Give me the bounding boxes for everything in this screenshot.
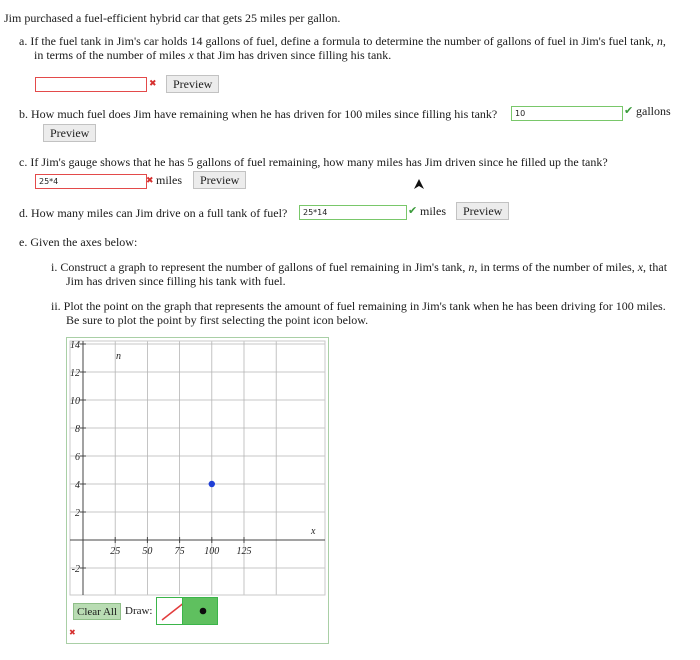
point-tool-button[interactable] (182, 597, 218, 625)
plotted-point (209, 481, 215, 487)
part-a-text-line2: in terms of the number of miles x that Jim has driven since filling his tank. (34, 48, 392, 62)
part-b-question: b. How much fuel does Jim have remaining when he has driven for 100 miles since filling his tank? (19, 107, 498, 121)
part-a-text-line1: a. If the fuel tank in Jim's car holds 14 gallons of fuel, define a formula to determine the number of gallons of fuel in Jim's fuel tank, n, (19, 34, 666, 48)
part-c-incorrect-icon: ✖ (146, 176, 154, 186)
y-tick-label: 4 (75, 480, 80, 491)
part-e-i-line2: Jim has driven since filling his tank with fuel. (66, 274, 286, 288)
part-e-i-line1: i. Construct a graph to represent the number of gallons of fuel remaining in Jim's tank, n, in terms of the number of miles, x, that (51, 260, 668, 274)
x-axis-label: x (311, 526, 316, 537)
draw-label: Draw: (125, 605, 153, 617)
var-x: x (188, 48, 194, 62)
var-n: n (656, 34, 663, 48)
y-tick-label: -2 (71, 564, 80, 575)
y-tick-label: 10 (70, 396, 80, 407)
part-b-correct-icon: ✔ (624, 104, 634, 117)
part-e-intro: e. Given the axes below: (19, 235, 138, 249)
part-b-answer-input[interactable]: 10 (511, 106, 623, 121)
point-tool-icon (183, 598, 217, 624)
graph-canvas[interactable] (66, 337, 329, 601)
y-axis-label: n (116, 351, 121, 362)
part-a-preview-button[interactable]: Preview (166, 75, 219, 93)
part-a-answer-input[interactable] (35, 77, 147, 92)
part-d-preview-button[interactable]: Preview (456, 202, 509, 220)
part-d-unit: miles (420, 204, 446, 218)
problem-intro: Jim purchased a fuel-efficient hybrid car that gets 25 miles per gallon. (4, 11, 341, 25)
part-e-ii-line1: ii. Plot the point on the graph that represents the amount of fuel remaining in Jim's tank when he has been driving for 100 miles. (51, 299, 666, 313)
part-a-incorrect-icon: ✖ (149, 79, 157, 89)
x-tick-label: 25 (110, 546, 121, 557)
mouse-cursor-icon (413, 178, 425, 192)
part-c-unit: miles (156, 173, 182, 187)
grid-border (70, 341, 325, 595)
x-tick-label: 75 (174, 546, 185, 557)
part-d-answer-input[interactable]: 25*14 (299, 205, 407, 220)
y-tick-label: 14 (70, 340, 80, 351)
part-b-unit: gallons (636, 104, 671, 118)
part-d-correct-icon: ✔ (408, 204, 418, 217)
part-d-question: d. How many miles can Jim drive on a full tank of fuel? (19, 206, 288, 220)
y-tick-label: 6 (75, 452, 80, 463)
part-c-answer-input[interactable]: 25*4 (35, 174, 147, 189)
part-e-ii-line2: Be sure to plot the point by first selecting the point icon below. (66, 313, 369, 327)
y-tick-label: 2 (75, 508, 80, 519)
part-c-preview-button[interactable]: Preview (193, 171, 246, 189)
x-tick-label: 50 (142, 546, 153, 557)
part-c-question: c. If Jim's gauge shows that he has 5 gallons of fuel remaining, how many miles has Jim driven since he filled up the tank? (19, 155, 608, 169)
x-tick-label: 100 (204, 546, 220, 557)
y-tick-label: 12 (70, 368, 80, 379)
part-b-preview-button[interactable]: Preview (43, 124, 96, 142)
clear-all-button[interactable]: Clear All (73, 603, 121, 620)
y-tick-label: 8 (75, 424, 80, 435)
x-tick-label: 125 (236, 546, 252, 557)
graph-incorrect-icon: ✖ (69, 628, 76, 637)
